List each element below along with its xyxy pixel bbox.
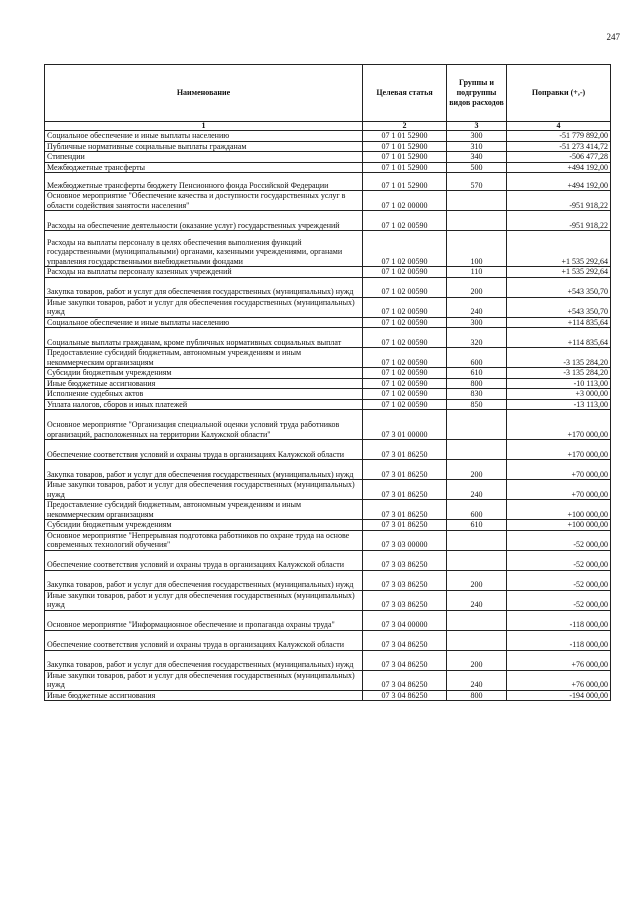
row-group-cell [447,530,507,550]
table-row [45,277,611,297]
row-amount-cell: +170 000,00 [507,410,611,440]
column-number: 4 [507,122,611,131]
row-target-cell: 07 1 01 52900 [363,141,447,152]
table-row [45,650,611,670]
table-row [45,378,611,389]
row-name-cell: Закупка товаров, работ и услуг для обеспечения государственных (муниципальных) нужд [45,277,363,297]
row-group-cell: 500 [447,162,507,173]
column-number: 3 [447,122,507,131]
row-group-cell: 610 [447,520,507,531]
row-target-cell: 07 3 01 86250 [363,500,447,520]
row-name-cell: Стипендии [45,152,363,163]
column-number: 2 [363,122,447,131]
row-target-cell: 07 1 02 00590 [363,328,447,348]
row-group-cell: 320 [447,328,507,348]
header-group: Группы и подгруппы видов расходов [447,65,507,122]
header-amendment: Поправки (+,-) [507,65,611,122]
row-group-cell: 610 [447,368,507,379]
row-amount-cell: -118 000,00 [507,610,611,630]
table-row [45,610,611,630]
table-row [45,162,611,173]
row-amount-cell: +70 000,00 [507,480,611,500]
row-group-cell: 600 [447,348,507,368]
column-number-row [45,122,611,131]
row-amount-cell: -10 113,00 [507,378,611,389]
row-amount-cell: +1 535 292,64 [507,267,611,278]
row-name-cell: Расходы на выплаты персоналу в целях обеспечения выполнения функций государственными (муниципальными) органами, казенными учреждениями, органами управления государственными внебюджетными фондами [45,231,363,267]
row-target-cell: 07 1 02 00590 [363,348,447,368]
row-group-cell: 830 [447,389,507,400]
row-name-cell: Расходы на выплаты персоналу казенных учреждений [45,267,363,278]
row-target-cell: 07 3 03 86250 [363,570,447,590]
table-row [45,500,611,520]
row-target-cell: 07 1 02 00590 [363,399,447,410]
row-group-cell [447,211,507,231]
row-target-cell: 07 3 01 00000 [363,410,447,440]
row-group-cell [447,440,507,460]
row-name-cell: Обеспечение соответствия условий и охраны труда в организациях Калужской области [45,440,363,460]
row-group-cell: 570 [447,173,507,191]
table-header-row [45,65,611,122]
row-target-cell: 07 1 02 00590 [363,231,447,267]
table-row [45,191,611,211]
row-target-cell: 07 1 02 00590 [363,368,447,379]
row-name-cell: Уплата налогов, сборов и иных платежей [45,399,363,410]
table-row [45,630,611,650]
row-name-cell: Закупка товаров, работ и услуг для обеспечения государственных (муниципальных) нужд [45,460,363,480]
table-row [45,389,611,400]
row-group-cell: 300 [447,131,507,142]
row-name-cell: Иные закупки товаров, работ и услуг для обеспечения государственных (муниципальных) нужд [45,297,363,317]
row-target-cell: 07 3 03 00000 [363,530,447,550]
table-row [45,317,611,328]
row-name-cell: Основное мероприятие "Организация специальной оценки условий труда работников организаций, расположенных на территории Калужской области" [45,410,363,440]
row-name-cell: Основное мероприятие "Непрерывная подготовка работников по охране труда на основе современных технологий обучения" [45,530,363,550]
row-name-cell: Иные бюджетные ассигнования [45,378,363,389]
table-row [45,570,611,590]
row-amount-cell: +76 000,00 [507,670,611,690]
row-group-cell: 600 [447,500,507,520]
table-row [45,480,611,500]
row-target-cell: 07 3 04 86250 [363,630,447,650]
table-row [45,297,611,317]
row-name-cell: Иные закупки товаров, работ и услуг для обеспечения государственных (муниципальных) нужд [45,670,363,690]
row-group-cell: 200 [447,277,507,297]
row-amount-cell: +543 350,70 [507,277,611,297]
row-name-cell: Межбюджетные трансферты бюджету Пенсионного фонда Российской Федерации [45,173,363,191]
row-group-cell [447,610,507,630]
row-target-cell: 07 3 04 86250 [363,670,447,690]
row-target-cell: 07 1 02 00590 [363,378,447,389]
row-group-cell: 200 [447,650,507,670]
row-target-cell: 07 1 02 00590 [363,317,447,328]
row-amount-cell: +543 350,70 [507,297,611,317]
row-amount-cell: +70 000,00 [507,460,611,480]
row-amount-cell: +494 192,00 [507,162,611,173]
row-name-cell: Исполнение судебных актов [45,389,363,400]
row-name-cell: Субсидии бюджетным учреждениям [45,520,363,531]
row-amount-cell: -52 000,00 [507,590,611,610]
row-target-cell: 07 1 01 52900 [363,152,447,163]
row-group-cell: 100 [447,231,507,267]
row-name-cell: Субсидии бюджетным учреждениям [45,368,363,379]
table-row [45,690,611,701]
row-name-cell: Социальное обеспечение и иные выплаты населению [45,317,363,328]
row-group-cell: 310 [447,141,507,152]
row-target-cell: 07 3 01 86250 [363,440,447,460]
row-target-cell: 07 1 02 00590 [363,389,447,400]
row-name-cell: Расходы на обеспечение деятельности (оказание услуг) государственных учреждений [45,211,363,231]
row-name-cell: Закупка товаров, работ и услуг для обеспечения государственных (муниципальных) нужд [45,570,363,590]
row-amount-cell: -506 477,28 [507,152,611,163]
row-name-cell: Публичные нормативные социальные выплаты гражданам [45,141,363,152]
row-target-cell: 07 1 02 00590 [363,277,447,297]
row-name-cell: Иные закупки товаров, работ и услуг для обеспечения государственных (муниципальных) нужд [45,590,363,610]
table-row [45,520,611,531]
table-row [45,550,611,570]
table-row [45,328,611,348]
row-target-cell: 07 1 02 00590 [363,297,447,317]
row-group-cell: 240 [447,670,507,690]
header-name: Наименование [45,65,363,122]
row-target-cell: 07 3 01 86250 [363,520,447,531]
row-name-cell: Обеспечение соответствия условий и охраны труда в организациях Калужской области [45,630,363,650]
row-target-cell: 07 3 03 86250 [363,550,447,570]
row-amount-cell: +114 835,64 [507,328,611,348]
row-group-cell: 300 [447,317,507,328]
row-amount-cell: -3 135 284,20 [507,348,611,368]
table-body [45,131,611,701]
row-target-cell: 07 3 04 86250 [363,650,447,670]
table-row [45,141,611,152]
row-group-cell [447,410,507,440]
row-name-cell: Иные закупки товаров, работ и услуг для обеспечения государственных (муниципальных) нужд [45,480,363,500]
row-amount-cell: +170 000,00 [507,440,611,460]
row-amount-cell: +114 835,64 [507,317,611,328]
row-amount-cell: -951 918,22 [507,211,611,231]
row-group-cell [447,191,507,211]
row-target-cell: 07 3 04 00000 [363,610,447,630]
row-name-cell: Межбюджетные трансферты [45,162,363,173]
row-amount-cell: -118 000,00 [507,630,611,650]
row-target-cell: 07 3 03 86250 [363,590,447,610]
row-group-cell [447,630,507,650]
row-group-cell: 340 [447,152,507,163]
page-number: 247 [606,32,620,42]
row-name-cell: Закупка товаров, работ и услуг для обеспечения государственных (муниципальных) нужд [45,650,363,670]
row-name-cell: Предоставление субсидий бюджетным, автономным учреждениям и иным некоммерческим организациям [45,348,363,368]
row-target-cell: 07 3 01 86250 [363,460,447,480]
row-group-cell: 200 [447,460,507,480]
row-amount-cell: -52 000,00 [507,570,611,590]
row-target-cell: 07 1 02 00590 [363,211,447,231]
table-row [45,399,611,410]
row-group-cell: 240 [447,480,507,500]
row-target-cell: 07 1 01 52900 [363,162,447,173]
table-row [45,460,611,480]
table-row [45,267,611,278]
row-target-cell: 07 1 02 00000 [363,191,447,211]
row-target-cell: 07 1 01 52900 [363,131,447,142]
table-row [45,131,611,142]
row-amount-cell: +76 000,00 [507,650,611,670]
row-group-cell [447,550,507,570]
row-amount-cell: +100 000,00 [507,520,611,531]
row-name-cell: Предоставление субсидий бюджетным, автономным учреждениям и иным некоммерческим организациям [45,500,363,520]
row-amount-cell: -194 000,00 [507,690,611,701]
row-amount-cell: +494 192,00 [507,173,611,191]
table-row [45,173,611,191]
table-row [45,670,611,690]
table-row [45,410,611,440]
row-name-cell: Социальные выплаты гражданам, кроме публичных нормативных социальных выплат [45,328,363,348]
row-amount-cell: -52 000,00 [507,530,611,550]
row-name-cell: Обеспечение соответствия условий и охраны труда в организациях Калужской области [45,550,363,570]
row-name-cell: Социальное обеспечение и иные выплаты населению [45,131,363,142]
row-group-cell: 850 [447,399,507,410]
row-amount-cell: -51 779 892,00 [507,131,611,142]
table-row [45,440,611,460]
header-target: Целевая статья [363,65,447,122]
row-name-cell: Иные бюджетные ассигнования [45,690,363,701]
row-group-cell: 200 [447,570,507,590]
row-amount-cell: -13 113,00 [507,399,611,410]
row-amount-cell: -3 135 284,20 [507,368,611,379]
row-group-cell: 240 [447,297,507,317]
row-amount-cell: -951 918,22 [507,191,611,211]
table-row [45,348,611,368]
budget-table [44,64,611,701]
table-row [45,530,611,550]
row-amount-cell: +1 535 292,64 [507,231,611,267]
column-number: 1 [45,122,363,131]
row-group-cell: 110 [447,267,507,278]
row-target-cell: 07 3 04 86250 [363,690,447,701]
row-target-cell: 07 3 01 86250 [363,480,447,500]
row-target-cell: 07 1 02 00590 [363,267,447,278]
row-group-cell: 800 [447,690,507,701]
table-row [45,211,611,231]
table-row [45,152,611,163]
row-amount-cell: +3 000,00 [507,389,611,400]
table-row [45,231,611,267]
row-target-cell: 07 1 01 52900 [363,173,447,191]
row-name-cell: Основное мероприятие "Информационное обеспечение и пропаганда охраны труда" [45,610,363,630]
row-amount-cell: +100 000,00 [507,500,611,520]
row-group-cell: 800 [447,378,507,389]
row-amount-cell: -52 000,00 [507,550,611,570]
table-row [45,590,611,610]
row-name-cell: Основное мероприятие "Обеспечение качества и доступности государственных услуг в области содействия занятости населения" [45,191,363,211]
row-group-cell: 240 [447,590,507,610]
row-amount-cell: -51 273 414,72 [507,141,611,152]
table-row [45,368,611,379]
